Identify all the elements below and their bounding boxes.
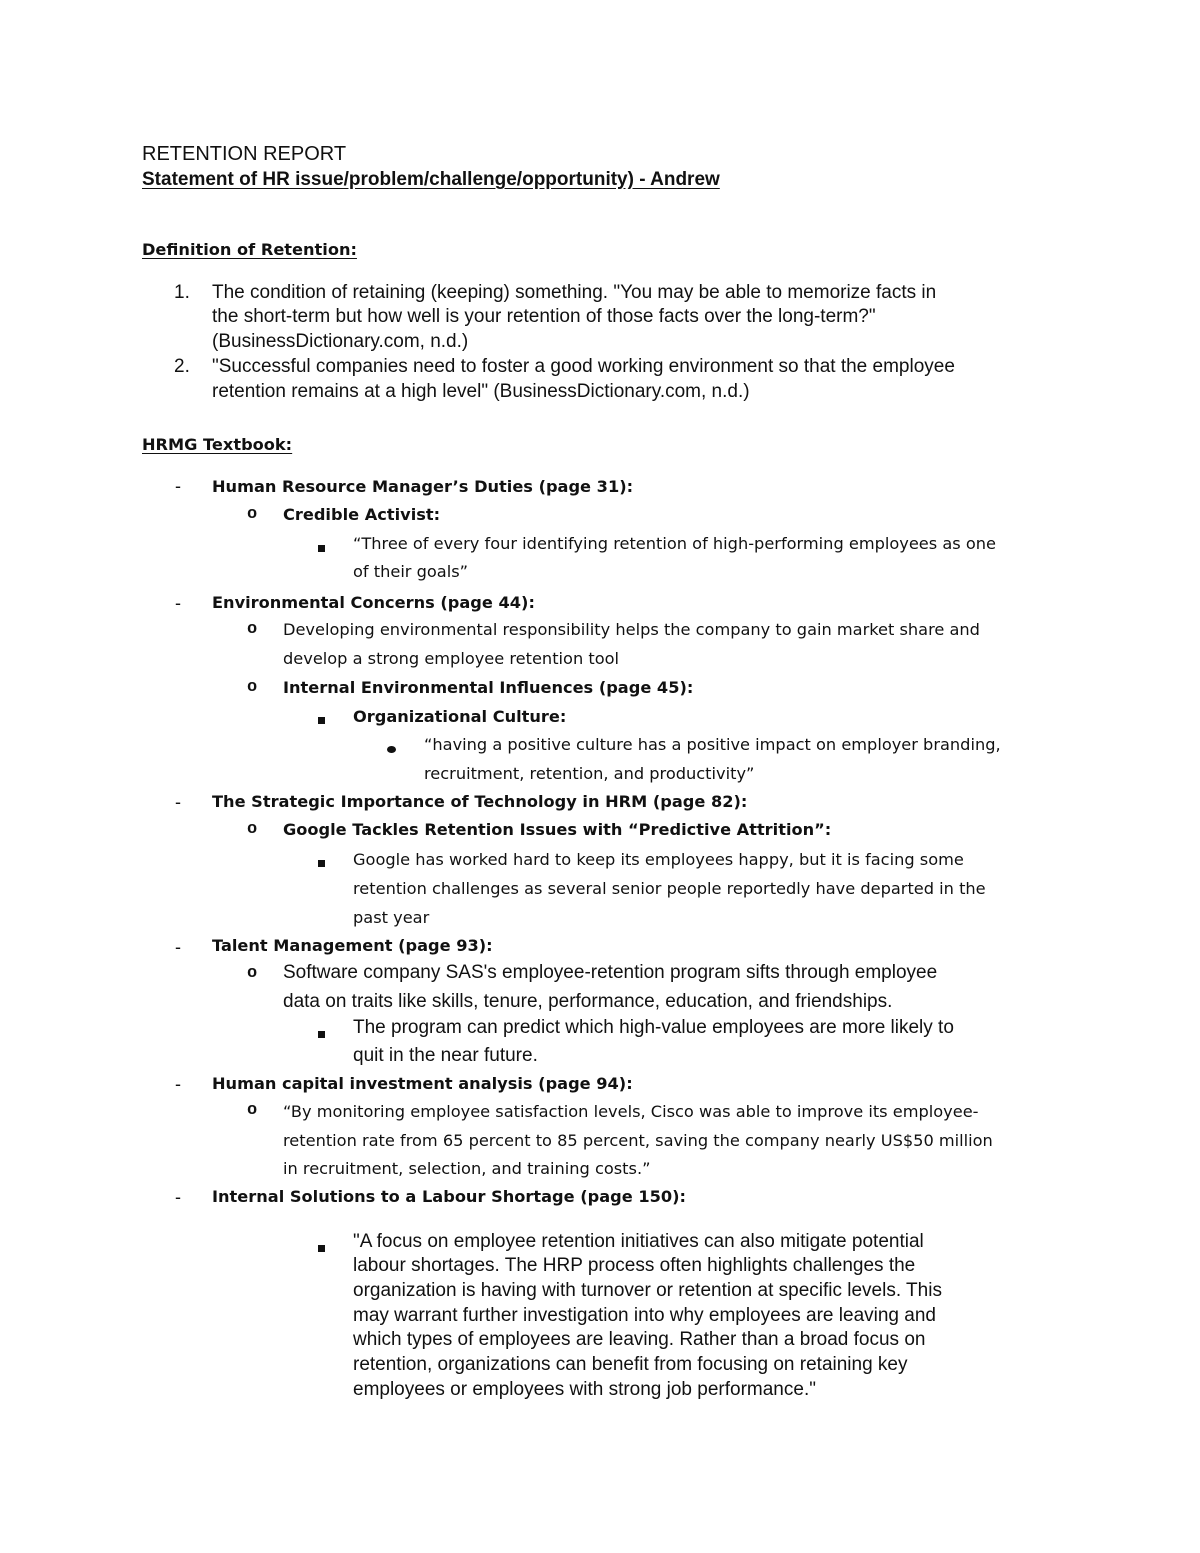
- subsection-title: Organizational Culture:: [353, 707, 567, 726]
- report-subtitle: Statement of HR issue/problem/challenge/opportunity) - Andrew: [142, 169, 720, 190]
- body-text: Google has worked hard to keep its employees happy, but it is facing some: [353, 850, 964, 869]
- circle-bullet: o: [247, 820, 258, 839]
- section-title: Environmental Concerns (page 44):: [212, 593, 535, 612]
- section-title: Human capital investment analysis (page 94):: [212, 1074, 633, 1093]
- quote-text: labour shortages. The HRP process often highlights challenges the: [353, 1255, 916, 1276]
- quote-text: which types of employees are leaving. Rather than a broad focus on: [353, 1329, 926, 1350]
- quote-text: “By monitoring employee satisfaction levels, Cisco was able to improve its employee-: [283, 1102, 979, 1121]
- square-bullet: [318, 1025, 325, 1043]
- dash-bullet: -: [175, 476, 181, 496]
- square-bullet: [318, 539, 325, 557]
- section-title: Human Resource Manager’s Duties (page 31):: [212, 477, 634, 496]
- round-bullet: [387, 740, 396, 758]
- square-bullet: [318, 1239, 325, 1257]
- quote-text: retention rate from 65 percent to 85 percent, saving the company nearly US$50 million: [283, 1131, 993, 1150]
- definition-text: The condition of retaining (keeping) something. "You may be able to memorize facts in: [212, 282, 937, 303]
- dash-bullet: -: [175, 1074, 181, 1094]
- definition-text: the short-term but how well is your retention of those facts over the long-term?": [212, 306, 876, 327]
- section-title: The Strategic Importance of Technology in HRM (page 82):: [212, 792, 748, 811]
- definition-text: (BusinessDictionary.com, n.d.): [212, 331, 469, 352]
- body-text: Software company SAS's employee-retention program sifts through employee: [283, 962, 938, 983]
- dash-bullet: -: [175, 593, 181, 613]
- quote-text: of their goals”: [353, 562, 469, 581]
- section-title: Internal Solutions to a Labour Shortage (page 150):: [212, 1187, 686, 1206]
- body-text: The program can predict which high-value employees are more likely to: [353, 1017, 954, 1038]
- body-text: data on traits like skills, tenure, performance, education, and friendships.: [283, 991, 893, 1012]
- quote-text: organization is having with turnover or retention at specific levels. This: [353, 1280, 942, 1301]
- circle-bullet: o: [247, 620, 258, 639]
- definition-text: "Successful companies need to foster a good working environment so that the employee: [212, 356, 955, 377]
- definition-text: retention remains at a high level" (BusinessDictionary.com, n.d.): [212, 381, 750, 402]
- dash-bullet: -: [175, 792, 181, 812]
- quote-text: “Three of every four identifying retention of high-performing employees as one: [353, 534, 996, 553]
- section-title: Talent Management (page 93):: [212, 936, 493, 955]
- subsection-title: Credible Activist:: [283, 505, 441, 524]
- definition-number: 1.: [174, 282, 190, 303]
- quote-text: retention, organizations can benefit from focusing on retaining key: [353, 1354, 908, 1375]
- textbook-heading: HRMG Textbook:: [142, 435, 293, 454]
- definition-number: 2.: [174, 356, 190, 377]
- quote-text: employees or employees with strong job performance.": [353, 1379, 816, 1400]
- subsection-title: Internal Environmental Influences (page 45):: [283, 678, 694, 697]
- report-title: RETENTION REPORT: [142, 143, 347, 165]
- circle-bullet: o: [247, 1101, 258, 1120]
- circle-bullet: o: [247, 505, 258, 524]
- quote-text: may warrant further investigation into why employees are leaving and: [353, 1305, 936, 1326]
- body-text: retention challenges as several senior people reportedly have departed in the: [353, 879, 986, 898]
- body-text: develop a strong employee retention tool: [283, 649, 620, 668]
- quote-text: "A focus on employee retention initiatives can also mitigate potential: [353, 1231, 924, 1252]
- circle-bullet: o: [247, 964, 258, 983]
- dash-bullet: -: [175, 1187, 181, 1207]
- definition-heading: Definition of Retention:: [142, 240, 357, 259]
- body-text: quit in the near future.: [353, 1045, 538, 1066]
- quote-text: recruitment, retention, and productivity”: [424, 764, 755, 783]
- body-text: past year: [353, 908, 430, 927]
- quote-text: “having a positive culture has a positive impact on employer branding,: [424, 735, 1001, 754]
- square-bullet: [318, 854, 325, 872]
- square-bullet: [318, 711, 325, 729]
- dash-bullet: -: [175, 937, 181, 957]
- quote-text: in recruitment, selection, and training costs.”: [283, 1159, 651, 1178]
- subsection-title: Google Tackles Retention Issues with “Predictive Attrition”:: [283, 820, 832, 839]
- body-text: Developing environmental responsibility helps the company to gain market share and: [283, 620, 980, 639]
- circle-bullet: o: [247, 678, 258, 697]
